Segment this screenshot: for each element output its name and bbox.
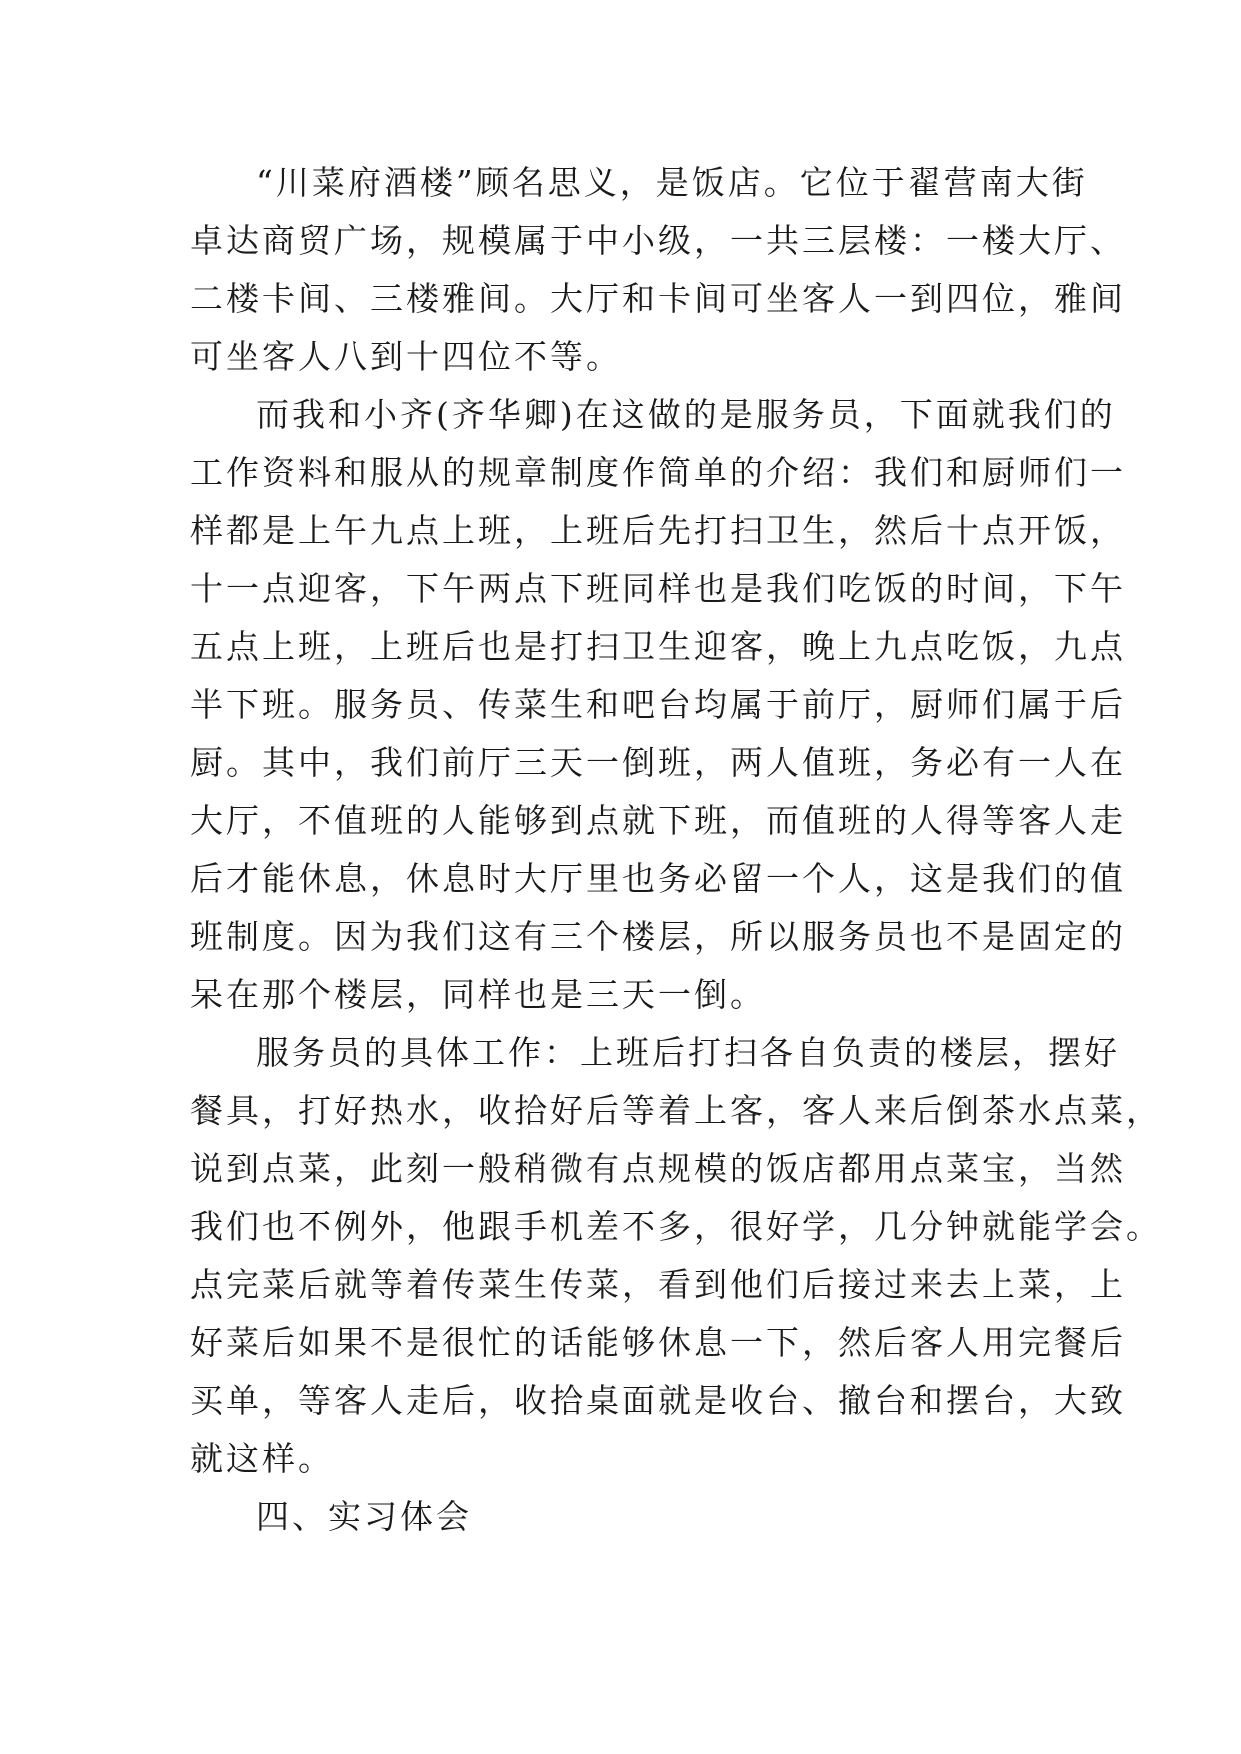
text-line: 后才能休息，休息时大厅里也务必留一个人，这是我们的值: [190, 859, 1126, 898]
paragraph-restaurant-intro: [190, 154, 1126, 386]
text-line: 五点上班，上班后也是打扫卫生迎客，晚上九点吃饭，九点: [190, 627, 1126, 666]
text-line: 就这样。: [190, 1439, 334, 1478]
text-line: 卓达商贸广场，规模属于中小级，一共三层楼：一楼大厅、: [190, 221, 1126, 260]
text-line: 可坐客人八到十四位不等。: [190, 337, 622, 376]
text-line: 我们也不例外，他跟手机差不多，很好学，几分钟就能学会。: [190, 1207, 1162, 1246]
text-line: 呆在那个楼层，同样也是三天一倒。: [190, 975, 766, 1014]
paragraph-work-schedule: [190, 386, 1126, 1024]
text-line: 十一点迎客，下午两点下班同样也是我们吃饭的时间，下午: [190, 569, 1126, 608]
document-body: [190, 154, 1162, 1546]
text-line: 大厅，不值班的人能够到点就下班，而值班的人得等客人走: [190, 801, 1126, 840]
section-heading-internship-reflections: [190, 1488, 1060, 1546]
section-heading: 四、实习体会: [256, 1497, 472, 1536]
text-line: 餐具，打好热水，收拾好后等着上客，客人来后倒茶水点菜，: [190, 1091, 1162, 1130]
text-line: 服务员的具体工作：上班后打扫各自负责的楼层，摆好: [256, 1033, 1120, 1072]
text-line: 工作资料和服从的规章制度作简单的介绍：我们和厨师们一: [190, 453, 1126, 492]
paragraph-waiter-duties: [190, 1024, 1162, 1488]
text-line: 厨。其中，我们前厅三天一倒班，两人值班，务必有一人在: [190, 743, 1126, 782]
text-line: 半下班。服务员、传菜生和吧台均属于前厅，厨师们属于后: [190, 685, 1126, 724]
text-line: 买单，等客人走后，收拾桌面就是收台、撤台和摆台，大致: [190, 1381, 1126, 1420]
text-line: 好菜后如果不是很忙的话能够休息一下，然后客人用完餐后: [190, 1323, 1126, 1362]
text-line: 点完菜后就等着传菜生传菜，看到他们后接过来去上菜，上: [190, 1265, 1126, 1304]
text-line: 班制度。因为我们这有三个楼层，所以服务员也不是固定的: [190, 917, 1126, 956]
text-line: 而我和小齐(齐华卿)在这做的是服务员，下面就我们的: [256, 395, 1116, 434]
text-line: 二楼卡间、三楼雅间。大厅和卡间可坐客人一到四位，雅间: [190, 279, 1126, 318]
text-line: “川菜府酒楼”顾名思义，是饭店。它位于翟营南大街: [256, 163, 1088, 202]
text-line: 样都是上午九点上班，上班后先打扫卫生，然后十点开饭，: [190, 511, 1126, 550]
text-line: 说到点菜，此刻一般稍微有点规模的饭店都用点菜宝，当然: [190, 1149, 1126, 1188]
